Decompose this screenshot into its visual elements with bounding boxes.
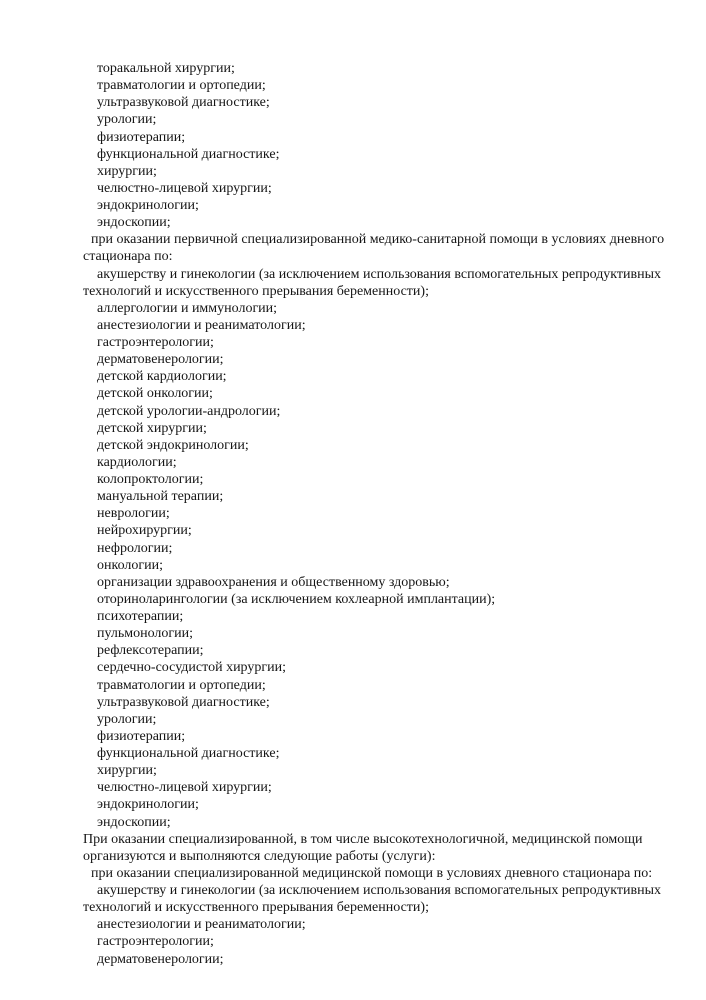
list-item (83, 882, 683, 916)
list-item (83, 420, 683, 437)
section-primary-day-hospital (83, 231, 683, 830)
list-item (83, 574, 683, 591)
list-item (83, 437, 683, 454)
list-item (83, 488, 683, 505)
list-item-line: аллергологии и иммунологии; (97, 300, 278, 316)
list-item (83, 180, 683, 197)
list-item (83, 266, 683, 300)
list-item (83, 163, 683, 180)
list-item-line: оториноларингологии (за исключением кохлеарной имплантации); (97, 591, 496, 607)
list-item (83, 711, 683, 728)
list-item (83, 454, 683, 471)
list-item (83, 762, 683, 779)
list-item-line: акушерству и гинекологии (за исключением использования вспомогательных репродуктивных (97, 266, 662, 282)
list-item-line: физиотерапии; (97, 129, 186, 145)
list-item-line: хирургии; (97, 763, 157, 779)
section-heading (83, 231, 683, 265)
list-item-line: детской онкологии; (97, 386, 213, 402)
list-item (83, 642, 683, 659)
list-item (83, 60, 683, 77)
list-item-line: детской эндокринологии; (97, 437, 249, 453)
list-item (83, 625, 683, 642)
list-item (83, 745, 683, 762)
list-item-line: детской хирургии; (97, 420, 207, 436)
list-item (83, 779, 683, 796)
list-item-line: организации здравоохранения и общественному здоровью; (97, 574, 450, 590)
intro-paragraph (83, 831, 683, 865)
list-item-line: дерматовенерологии; (97, 352, 224, 368)
list-item-line: урологии; (97, 711, 157, 727)
specialized-care-intro (83, 831, 683, 865)
list-item (83, 77, 683, 94)
list-item-line: урологии; (97, 112, 157, 128)
list-item (83, 403, 683, 420)
list-item-line: сердечно-сосудистой хирургии; (97, 660, 286, 676)
list-item (83, 385, 683, 402)
list-item-line: физиотерапии; (97, 728, 186, 744)
list-item-line: психотерапии; (97, 609, 184, 624)
list-item (83, 694, 683, 711)
list-item (83, 129, 683, 146)
list-item (83, 608, 683, 625)
list-item-line: эндоскопии; (97, 814, 171, 830)
list-item (83, 522, 683, 539)
list-item-line: нефрологии; (97, 540, 173, 556)
list-item-line: мануальной терапии; (97, 489, 224, 505)
list-item (83, 728, 683, 745)
list-item-line: эндокринологии; (97, 198, 199, 213)
list-item-line: нейрохирургии; (97, 523, 192, 539)
list-item-line: пульмонологии; (97, 626, 194, 642)
list-item-line: анестезиологии и реаниматологии; (97, 917, 306, 933)
list-item (83, 368, 683, 385)
list-item (83, 557, 683, 574)
list-item (83, 334, 683, 351)
list-item-line: функциональной диагностике; (97, 146, 280, 162)
list-item (83, 351, 683, 368)
section-heading-line: при оказании специализированной медицинской помощи в условиях дневного стационара по: (91, 865, 653, 881)
list-item-line: детской кардиологии; (97, 369, 227, 385)
list-item (83, 214, 683, 231)
list-item-line: детской урологии-андрологии; (97, 403, 281, 419)
list-item (83, 951, 683, 968)
list-item-line: технологий и искусственного прерывания беременности); (83, 283, 429, 299)
list-item (83, 540, 683, 557)
intro-paragraph-line: При оказании специализированной, в том числе высокотехнологичной, медицинской помощи (83, 831, 643, 847)
list-item-line: эндокринологии; (97, 797, 199, 813)
list-item-line: ультразвуковой диагностике; (97, 694, 270, 710)
continued-services-list (83, 60, 683, 231)
list-item (83, 916, 683, 933)
list-item-line: акушерству и гинекологии (за исключением использования вспомогательных репродуктивных (97, 883, 662, 898)
section-heading (83, 865, 683, 882)
list-item (83, 94, 683, 111)
list-item-line: онкологии; (97, 557, 164, 573)
list-item (83, 677, 683, 694)
list-item (83, 300, 683, 317)
list-item-line: челюстно-лицевой хирургии; (97, 180, 272, 196)
list-item-line: травматологии и ортопедии; (97, 78, 266, 94)
section-heading-line: при оказании первичной специализированной медико-санитарной помощи в условиях дневного (91, 232, 665, 248)
intro-paragraph-line: организуются и выполняются следующие работы (услуги): (83, 848, 436, 864)
section-specialized-day-hospital (83, 865, 683, 968)
list-item-line: анестезиологии и реаниматологии; (97, 317, 306, 333)
list-item-line: челюстно-лицевой хирургии; (97, 780, 272, 796)
list-item-line: колопроктологии; (97, 472, 204, 487)
list-item (83, 659, 683, 676)
list-item-line: хирургии; (97, 163, 157, 179)
list-item (83, 933, 683, 950)
list-item (83, 197, 683, 214)
list-item-line: торакальной хирургии; (97, 61, 235, 76)
list-item (83, 146, 683, 163)
list-item-line: функциональной диагностике; (97, 746, 280, 761)
list-item-line: дерматовенерологии; (97, 951, 224, 967)
list-item (83, 471, 683, 488)
list-item-line: травматологии и ортопедии; (97, 677, 266, 693)
list-item-line: гастроэнтерологии; (97, 335, 214, 350)
list-item (83, 796, 683, 813)
list-item-line: эндоскопии; (97, 215, 171, 231)
list-item-line: рефлексотерапии; (97, 643, 204, 659)
list-item (83, 505, 683, 522)
list-item (83, 591, 683, 608)
section-heading-line: стационара по: (83, 249, 173, 265)
list-item-line: ультразвуковой диагностике; (97, 95, 270, 111)
list-item-line: гастроэнтерологии; (97, 934, 214, 950)
list-item (83, 111, 683, 128)
document-page (83, 60, 683, 968)
list-item-line: технологий и искусственного прерывания беременности); (83, 900, 429, 916)
list-item-line: неврологии; (97, 506, 170, 522)
list-item (83, 317, 683, 334)
list-item-line: кардиологии; (97, 454, 177, 470)
list-item (83, 814, 683, 831)
